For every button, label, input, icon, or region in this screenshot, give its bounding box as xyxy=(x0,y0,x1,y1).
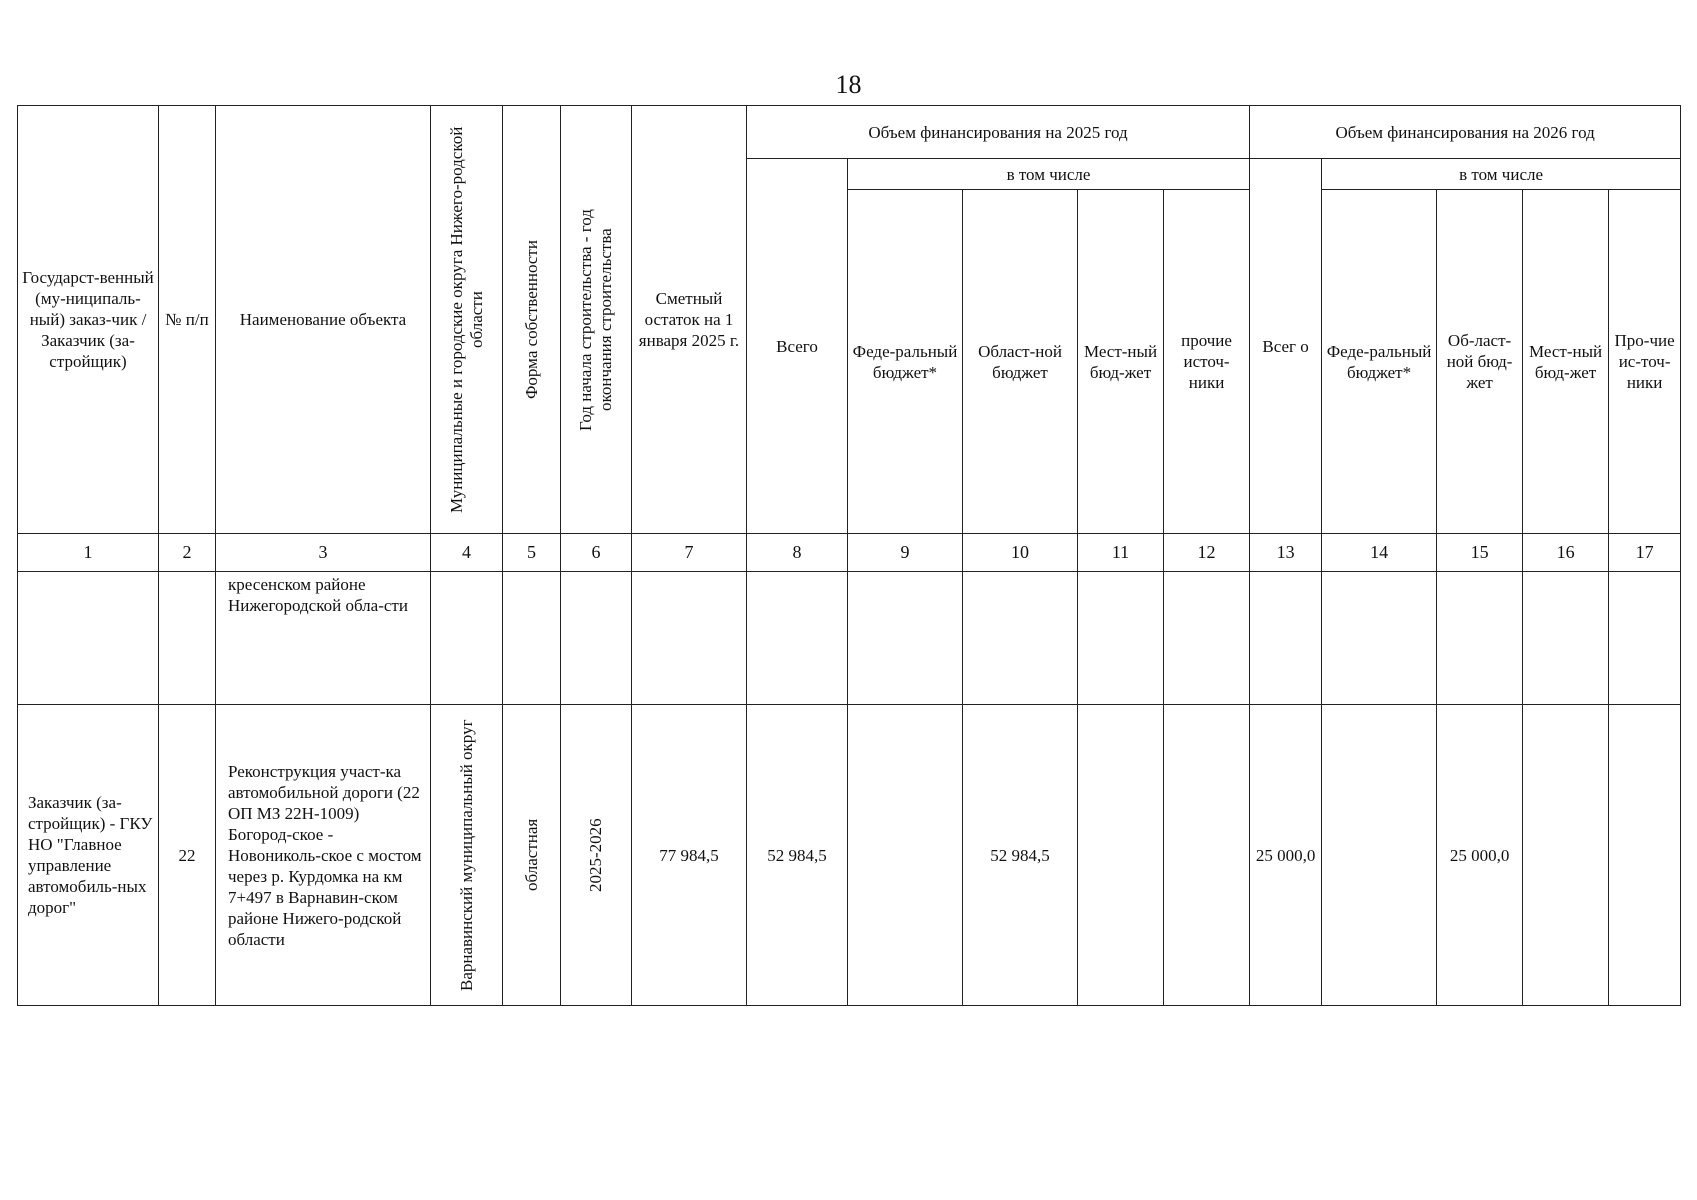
header-num: № п/п xyxy=(159,106,216,534)
header-total-2025: Всего xyxy=(747,159,848,534)
cont-cell xyxy=(747,572,848,705)
col-num-13: 13 xyxy=(1250,534,1322,572)
row-years-text: 2025-2026 xyxy=(586,818,605,892)
header-federal-2026: Феде-ральный бюджет* xyxy=(1322,190,1437,534)
header-years xyxy=(561,106,632,534)
cont-cell xyxy=(1250,572,1322,705)
header-object-name: Наименование объекта xyxy=(216,106,431,534)
col-num-6: 6 xyxy=(561,534,632,572)
financing-table xyxy=(17,105,1681,1006)
column-numbers-row xyxy=(18,534,1681,572)
row-regional-2025: 52 984,5 xyxy=(963,705,1078,1006)
row-municipal-text: Варнавинский муниципальный округ xyxy=(456,719,476,991)
cont-cell xyxy=(1437,572,1523,705)
row-total-2025: 52 984,5 xyxy=(747,705,848,1006)
header-fin-2026: Объем финансирования на 2026 год xyxy=(1250,106,1681,159)
cont-cell xyxy=(1164,572,1250,705)
cont-cell xyxy=(632,572,747,705)
row-object-name: Реконструкция участ-ка автомобильной дороги (22 ОП МЗ 22Н-1009) Богород-ское - Новониколь-ское с мостом через р. Курдомка на км 7+497 в Варнавин-ском районе Нижего-родской области xyxy=(216,705,431,1006)
header-regional-2026: Об-ласт-ной бюд-жет xyxy=(1437,190,1523,534)
row-local-2026 xyxy=(1523,705,1609,1006)
col-num-9: 9 xyxy=(848,534,963,572)
cont-cell xyxy=(1609,572,1681,705)
cont-cell xyxy=(963,572,1078,705)
header-federal-2025: Феде-ральный бюджет* xyxy=(848,190,963,534)
row-num: 22 xyxy=(159,705,216,1006)
table-row xyxy=(18,705,1681,1006)
header-total-2026: Всег о xyxy=(1250,159,1322,534)
cont-cell xyxy=(848,572,963,705)
header-other-2025: прочие источ-ники xyxy=(1164,190,1250,534)
col-num-16: 16 xyxy=(1523,534,1609,572)
header-municipal-text: Муниципальные и городские округа Нижего-родской области xyxy=(446,126,486,513)
cont-cell xyxy=(159,572,216,705)
col-num-17: 17 xyxy=(1609,534,1681,572)
row-total-2026: 25 000,0 xyxy=(1250,705,1322,1006)
col-num-2: 2 xyxy=(159,534,216,572)
col-num-12: 12 xyxy=(1164,534,1250,572)
row-estimate: 77 984,5 xyxy=(632,705,747,1006)
header-local-2026: Мест-ный бюд-жет xyxy=(1523,190,1609,534)
header-ownership xyxy=(503,106,561,534)
col-num-8: 8 xyxy=(747,534,848,572)
cont-cell xyxy=(18,572,159,705)
col-num-1: 1 xyxy=(18,534,159,572)
row-federal-2026 xyxy=(1322,705,1437,1006)
header-other-2026: Про-чие ис-точ-ники xyxy=(1609,190,1681,534)
header-ownership-text: Форма собственности xyxy=(521,240,541,399)
row-ownership xyxy=(503,705,561,1006)
col-num-10: 10 xyxy=(963,534,1078,572)
continuation-row xyxy=(18,572,1681,705)
header-including-2026: в том числе xyxy=(1322,159,1681,190)
row-other-2026 xyxy=(1609,705,1681,1006)
row-regional-2026: 25 000,0 xyxy=(1437,705,1523,1006)
col-num-5: 5 xyxy=(503,534,561,572)
col-num-11: 11 xyxy=(1078,534,1164,572)
cont-cell xyxy=(431,572,503,705)
col-num-7: 7 xyxy=(632,534,747,572)
cont-cell xyxy=(561,572,632,705)
header-years-text: Год начала строительства - год окончания строительства xyxy=(576,208,615,431)
header-estimate: Сметный остаток на 1 января 2025 г. xyxy=(632,106,747,534)
col-num-3: 3 xyxy=(216,534,431,572)
row-years xyxy=(561,705,632,1006)
header-customer: Государст-венный (му-ниципаль-ный) заказ-чик / Заказчик (за-стройщик) xyxy=(18,106,159,534)
page-number: 18 xyxy=(835,70,862,99)
col-num-4: 4 xyxy=(431,534,503,572)
row-local-2025 xyxy=(1078,705,1164,1006)
cont-cell xyxy=(1523,572,1609,705)
col-num-14: 14 xyxy=(1322,534,1437,572)
cont-cell xyxy=(1322,572,1437,705)
col-num-15: 15 xyxy=(1437,534,1523,572)
row-municipal xyxy=(431,705,503,1006)
row-ownership-text: областная xyxy=(521,818,541,892)
cont-cell xyxy=(1078,572,1164,705)
row-other-2025 xyxy=(1164,705,1250,1006)
row-federal-2025 xyxy=(848,705,963,1006)
cont-object-name: кресенском районе Нижегородской обла-сти xyxy=(216,572,431,705)
header-local-2025: Мест-ный бюд-жет xyxy=(1078,190,1164,534)
row-customer: Заказчик (за-стройщик) - ГКУ НО "Главное управление автомобиль-ных дорог" xyxy=(18,705,159,1006)
header-regional-2025: Област-ной бюджет xyxy=(963,190,1078,534)
header-municipal xyxy=(431,106,503,534)
cont-cell xyxy=(503,572,561,705)
header-fin-2025: Объем финансирования на 2025 год xyxy=(747,106,1250,159)
header-row-1 xyxy=(18,106,1681,159)
header-including-2025: в том числе xyxy=(848,159,1250,190)
